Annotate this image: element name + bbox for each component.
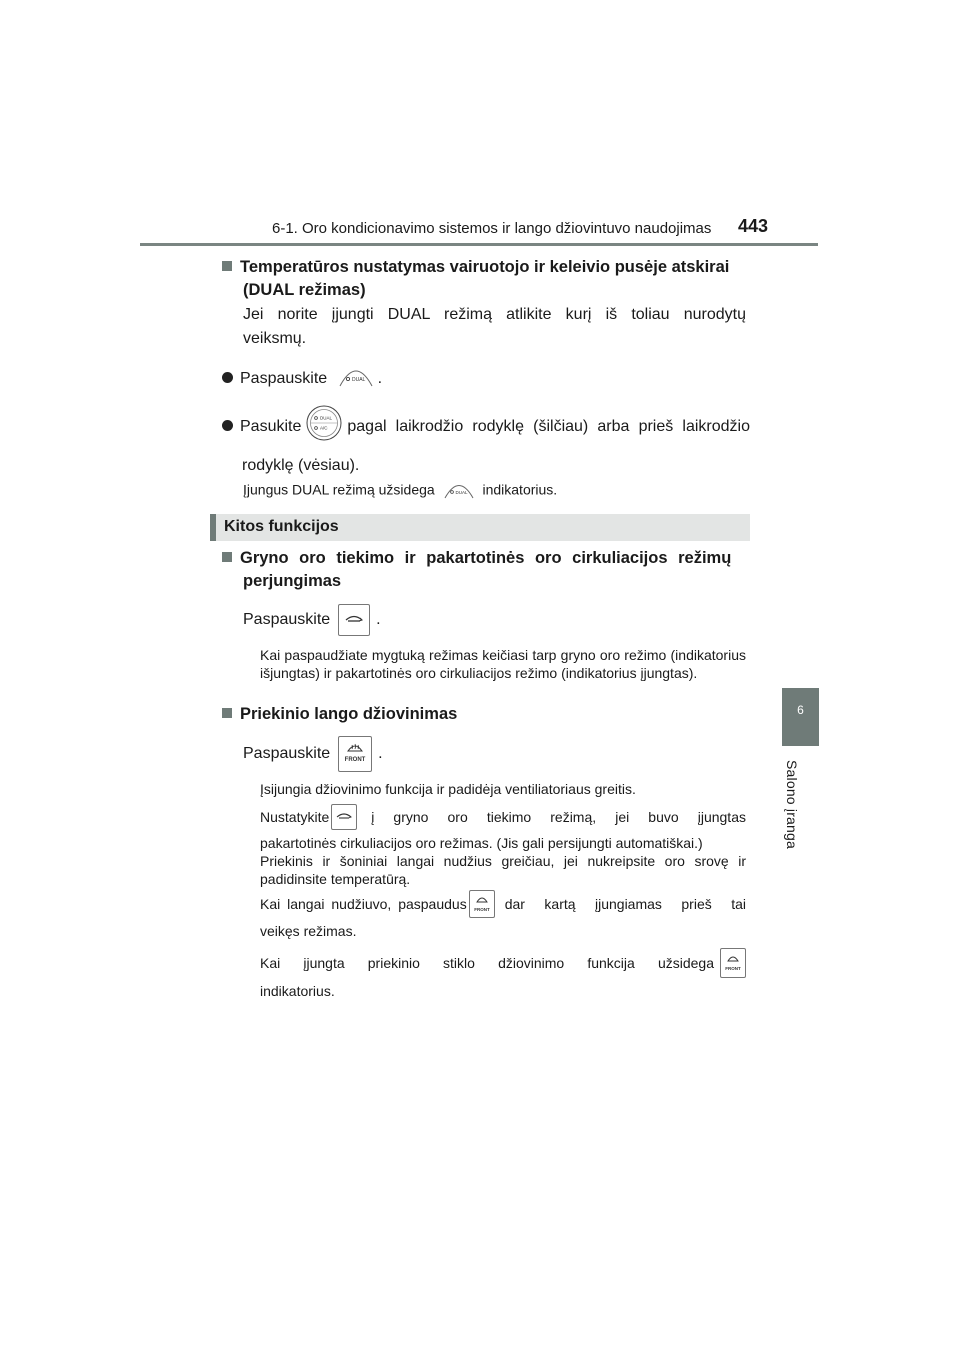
note-text: Kai įjungta priekinio stiklo džiovinimo funkcija užsidega bbox=[260, 955, 714, 971]
bullet-text: Pasukite bbox=[240, 418, 302, 435]
section-heading-dual bbox=[222, 256, 750, 302]
bullet-text: . bbox=[377, 370, 383, 388]
header-rule bbox=[140, 243, 818, 246]
section-bar-other-functions bbox=[210, 514, 750, 541]
heading-line: Temperatūros nustatymas vairuotojo ir keleivio pusėje atskirai bbox=[240, 258, 730, 276]
svg-text:A/C: A/C bbox=[320, 425, 328, 431]
defrost-note-1: Įsijungia džiovinimo funkcija ir padidėja ventiliatoriaus greitis. bbox=[260, 781, 636, 797]
defrost-note-2 bbox=[260, 804, 746, 852]
note-text: dar kartą įjungiamas prieš tai bbox=[504, 896, 746, 912]
dual-intro bbox=[243, 303, 746, 351]
svg-text:DUAL: DUAL bbox=[351, 377, 365, 383]
heading-line: (DUAL režimas) bbox=[243, 281, 366, 299]
defrost-note-4 bbox=[260, 890, 746, 940]
svg-text:DUAL: DUAL bbox=[320, 415, 333, 421]
heading-line: Priekinio lango džiovinimas bbox=[240, 705, 458, 723]
heading-square-bullet bbox=[222, 552, 232, 562]
note-text: indikatorius. bbox=[260, 983, 335, 999]
svg-text:FRONT: FRONT bbox=[473, 907, 490, 912]
press-text: Paspauskite bbox=[243, 745, 331, 762]
note-text: Įjungus DUAL režimą užsidega bbox=[243, 481, 435, 498]
note-text: pakartotinės cirkuliacijos oro režimas. (Jis gali persijungti automatiškai.) bbox=[260, 835, 703, 851]
chapter-side-label: Salono įranga bbox=[784, 760, 800, 849]
front-defrost-inline-icon bbox=[469, 890, 495, 918]
svg-text:DUAL: DUAL bbox=[455, 490, 468, 495]
press-text: . bbox=[378, 745, 383, 762]
bullet-press-dual bbox=[222, 362, 750, 390]
section-heading-defrost bbox=[222, 703, 750, 726]
intro-line: veiksmų. bbox=[243, 330, 307, 347]
running-header-title: 6-1. Oro kondicionavimo sistemos ir lango džiovintuvo naudojimas bbox=[272, 220, 712, 237]
bullet-text: rodyklę (vėsiau). bbox=[242, 457, 360, 474]
bullet-dot bbox=[222, 420, 233, 431]
recirculation-note: Kai paspaudžiate mygtuką režimas keičiasi tarp gryno oro režimo (indikatorius išjungtas) ir pakartotinės oro cirkuliacijos režimo (indikatorius įjungtas). bbox=[260, 647, 746, 681]
svg-text:FRONT: FRONT bbox=[344, 757, 366, 763]
front-defrost-indicator-icon bbox=[720, 948, 746, 978]
page-number: 443 bbox=[738, 216, 769, 236]
heading-line: perjungimas bbox=[243, 572, 342, 590]
bullet-text: Paspauskite bbox=[240, 370, 328, 388]
defrost-note-3: Priekinis ir šoniniai langai nudžius greičiau, jei nukreipsite oro srovę ir padidinsite temperatūrą. bbox=[260, 853, 746, 887]
note-text: veikęs režimas. bbox=[260, 923, 357, 939]
defrost-note-5 bbox=[260, 948, 746, 1000]
recirculation-button-icon bbox=[338, 604, 370, 636]
section-bar-title: Kitos funkcijos bbox=[224, 518, 339, 535]
section-heading-air-mode bbox=[222, 547, 750, 593]
bullet-text: pagal laikrodžio rodyklę (šilčiau) arba prieš laikrodžio bbox=[347, 418, 750, 435]
press-front-defrost bbox=[243, 736, 383, 772]
dual-indicator-note bbox=[243, 478, 746, 504]
note-text: Kai langai nudžiuvo, paspaudus bbox=[260, 896, 467, 912]
heading-square-bullet bbox=[222, 261, 232, 271]
dual-button-icon bbox=[338, 362, 374, 396]
temperature-knob-icon bbox=[305, 404, 343, 450]
dual-indicator-icon bbox=[443, 478, 475, 504]
intro-line: Jei norite įjungti DUAL režimą atlikite kurį iš toliau nurodytų bbox=[243, 306, 746, 323]
front-defrost-button-icon bbox=[338, 736, 372, 772]
recirculation-inline-icon bbox=[331, 804, 357, 830]
press-text: Paspauskite bbox=[243, 611, 331, 628]
chapter-tab: 6 bbox=[782, 688, 819, 746]
note-text: indikatorius. bbox=[482, 481, 558, 498]
section-bar-edge bbox=[210, 514, 216, 541]
note-text: į gryno oro tiekimo režimą, jei buvo įjungtas bbox=[371, 809, 746, 825]
bullet-dot bbox=[222, 372, 233, 383]
press-text: . bbox=[376, 611, 381, 628]
note-text: Nustatykite bbox=[260, 809, 330, 825]
heading-square-bullet bbox=[222, 708, 232, 718]
svg-text:FRONT: FRONT bbox=[725, 966, 741, 971]
press-recirculation bbox=[243, 604, 381, 636]
bullet-rotate-knob bbox=[222, 404, 750, 478]
heading-line: Gryno oro tiekimo ir pakartotinės oro cirkuliacijos režimų bbox=[240, 549, 732, 567]
